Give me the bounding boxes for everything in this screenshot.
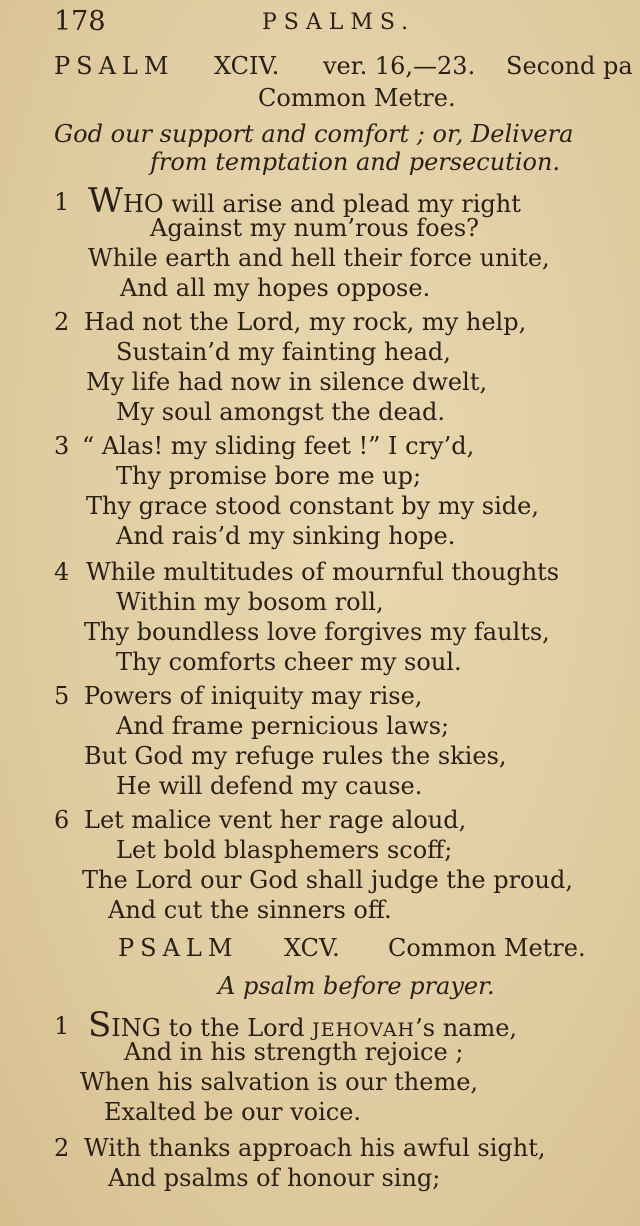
stanza-number: 6 [54, 806, 70, 834]
psalm-meter: Common Metre. [388, 934, 586, 962]
page-number: 178 [54, 6, 106, 37]
verse-line: Had not the Lord, my rock, my help, [84, 308, 527, 336]
verse-line: Let malice vent her rage aloud, [84, 806, 467, 834]
verse-line: And cut the sinners off. [108, 896, 392, 924]
verse-line: But God my refuge rules the skies, [84, 742, 507, 770]
verse-line: WHO will arise and plead my right [88, 181, 521, 221]
verse-line: The Lord our God shall judge the proud, [82, 866, 573, 894]
stanza-number: 3 [54, 432, 70, 460]
small-caps-name: JEHOVAH [312, 1019, 416, 1041]
verse-line: And rais’d my sinking hope. [116, 522, 456, 550]
psalm-94-meter: Common Metre. [258, 84, 456, 112]
psalm-94-subtitle-line1: God our support and comfort ; or, Delivera [54, 120, 574, 148]
psalm-95-subtitle: A psalm before prayer. [218, 972, 495, 1000]
verse-line: While earth and hell their force unite, [88, 244, 550, 272]
verse-line: Sustain’d my fainting head, [116, 338, 451, 366]
verse-line: And in his strength rejoice ; [124, 1038, 464, 1066]
psalm-label: PSALM [54, 52, 175, 80]
verse-line: Powers of iniquity may rise, [84, 682, 423, 710]
verse-line: Thy promise bore me up; [116, 462, 422, 490]
psalm-part: Second pa [506, 52, 633, 80]
verse-line: Within my bosom roll, [116, 588, 384, 616]
verse-line: Thy comforts cheer my soul. [116, 648, 462, 676]
psalm-numeral: XCV. [284, 934, 340, 962]
drop-capital: W [88, 181, 123, 221]
stanza-number: 4 [54, 558, 70, 586]
verse-line: He will defend my cause. [116, 772, 423, 800]
psalm-94-subtitle-line2: from temptation and persecution. [150, 148, 561, 176]
verse-line: And psalms of honour sing; [108, 1164, 441, 1192]
verse-line: My life had now in silence dwelt, [86, 368, 488, 396]
psalm-verses: ver. 16,—23. [323, 52, 476, 80]
verse-line: SING to the Lord JEHOVAH’s name, [88, 1005, 518, 1045]
stanza-number: 2 [54, 1134, 70, 1162]
stanza-number: 1 [54, 188, 70, 216]
verse-line: And all my hopes oppose. [120, 274, 431, 302]
verse-line: Thy grace stood constant by my side, [86, 492, 539, 520]
verse-line: Let bold blasphemers scoff; [116, 836, 453, 864]
verse-line: While multitudes of mournful thoughts [86, 558, 560, 586]
psalm-numeral: XCIV. [214, 52, 280, 80]
verse-line: With thanks approach his awful sight, [84, 1134, 546, 1162]
verse-line: “ Alas! my sliding feet !” I cry’d, [82, 432, 475, 460]
stanza-number: 2 [54, 308, 70, 336]
stanza-number: 5 [54, 682, 70, 710]
verse-line: And frame pernicious laws; [116, 712, 450, 740]
running-head [0, 6, 640, 40]
verse-line: When his salvation is our theme, [80, 1068, 479, 1096]
stanza-number: 1 [54, 1012, 70, 1040]
verse-line: Exalted be our voice. [104, 1098, 362, 1126]
verse-line: Thy boundless love forgives my faults, [84, 618, 550, 646]
verse-line: Against my num’rous foes? [150, 214, 480, 242]
psalm-label: PSALM [118, 934, 239, 962]
drop-capital: S [88, 1005, 112, 1045]
running-title: PSALMS. [262, 10, 416, 35]
verse-line: My soul amongst the dead. [116, 398, 446, 426]
